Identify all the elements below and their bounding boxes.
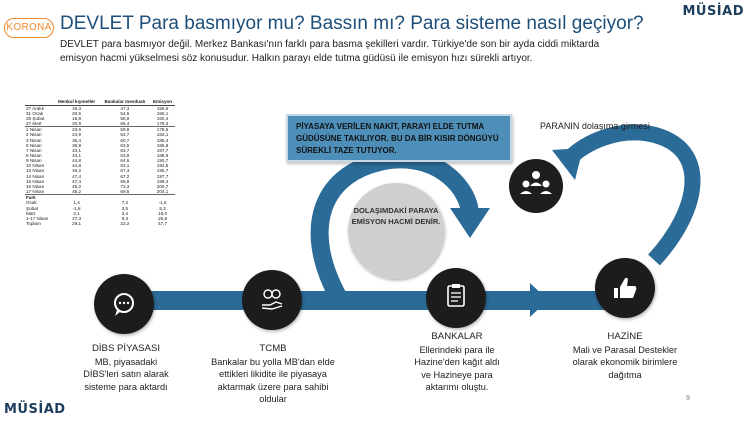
bankalar-line: Hazine'den kağıt aldı xyxy=(414,357,500,367)
table-cell-value: 3,5 xyxy=(121,205,129,211)
table-cell-value: 160,4 xyxy=(156,115,169,121)
table-cell-date: 9 Nisan xyxy=(26,158,42,164)
table-cell-date: 3 Nisan xyxy=(26,137,42,143)
table-cell-value: 183,1 xyxy=(156,132,169,138)
table-cell-date: Şubat xyxy=(26,205,39,211)
table-cell-date: 15 Nisan xyxy=(26,178,45,184)
dibs-line: MB, piyasadaki xyxy=(94,356,158,367)
table-cell-date: Mart xyxy=(26,210,36,216)
table-cell-value: 24,9 xyxy=(72,132,82,138)
hazine-line: olarak ekonomik birimlere xyxy=(572,357,678,367)
table-cell-value: 43,1 xyxy=(72,153,82,158)
table-cell-value: 7,2 xyxy=(121,200,129,206)
hazine-head: HAZİNE xyxy=(607,331,643,342)
table-cell-date: 31 Ocak xyxy=(26,110,44,116)
korona-badge: KORONA xyxy=(4,18,54,38)
table-cell-value: 67,2 xyxy=(120,173,130,179)
table-cell-value: 190,7 xyxy=(156,158,169,164)
table-cell-value: 155,1 xyxy=(156,110,169,116)
table-cell-value: 72,3 xyxy=(120,183,130,189)
table-cell-value: 200,7 xyxy=(156,183,169,189)
table-cell-value: 35,4 xyxy=(72,137,82,143)
curve-arrow-center-head xyxy=(450,208,490,238)
table-cell-date: 7 Nisan xyxy=(26,147,42,153)
table-cell-value: 195,7 xyxy=(156,168,169,174)
table-cell-value: 44,8 xyxy=(72,163,82,169)
node-tcmb xyxy=(242,270,302,330)
table-cell-value: 156,6 xyxy=(156,105,169,111)
dibs-head: DİBS PİYASASI xyxy=(91,343,161,354)
table-cell-value: 66,8 xyxy=(120,178,130,184)
table-cell-date: 1-17 Nisan xyxy=(26,215,49,221)
tcmb-line: oldular xyxy=(259,394,287,404)
table-cell-value: 63,8 xyxy=(120,153,130,158)
bankalar-line: Ellerindeki para ile xyxy=(419,344,495,355)
tcmb-label xyxy=(198,343,348,406)
table-cell-value: 63,7 xyxy=(120,147,130,153)
musiad-logo-bottom: MÜSİAD xyxy=(4,402,66,417)
table-cell-value: 18,0 xyxy=(158,210,168,216)
table-cell-value: 23,6 xyxy=(53,127,99,133)
table-header-securities: Menkul kıymetler xyxy=(53,99,99,105)
table-cell-date: 17 Nisan xyxy=(26,189,45,195)
table-cell-date: 8 Nisan xyxy=(26,153,42,158)
table-cell-value: 27,3 xyxy=(72,215,82,221)
table-cell-value: 54,5 xyxy=(120,110,130,116)
table-cell-value: 20,9 xyxy=(72,121,82,127)
page-number: 9 xyxy=(686,395,690,402)
table-cell-value: -1,8 xyxy=(72,205,81,211)
table-cell-value: 67,4 xyxy=(120,168,130,174)
table-cell-value: 187,7 xyxy=(156,147,169,153)
table-cell-value: 48,2 xyxy=(72,189,82,195)
table-cell-value: 2,4 xyxy=(121,210,129,216)
hazine-label xyxy=(560,331,690,381)
table-cell-value: 18,8 xyxy=(72,115,82,121)
table-cell-value: 20,5 xyxy=(72,110,82,116)
table-cell-value: 25,8 xyxy=(158,215,168,221)
table-cell-date: Fark xyxy=(25,195,53,201)
table-cell-date: 27 Mart xyxy=(26,121,42,127)
table-cell-value: 54,7 xyxy=(120,132,130,138)
table-cell-value: 47,3 xyxy=(120,105,130,111)
tcmb-line: ettikleri likidite ile piyasaya xyxy=(219,369,327,379)
tcmb-line: aktarmak üzere para sahibi xyxy=(217,381,329,392)
table-cell-value: 199,4 xyxy=(156,178,169,184)
hazine-line: Mali ve Parasal Destekler xyxy=(572,344,678,355)
table-header-emission: Emisyon xyxy=(150,99,175,105)
tcmb-head: TCMB xyxy=(259,343,287,354)
table-cell-value: 47,4 xyxy=(72,173,82,179)
table-cell-value: 185,4 xyxy=(156,137,169,143)
dibs-label xyxy=(56,343,196,393)
table-header-deposits: Bankalar mevduatı xyxy=(100,99,150,105)
table-cell-value: 5,3 xyxy=(159,205,166,211)
dibs-line: sisteme para aktardı xyxy=(84,381,168,392)
table-cell-value: 29,1 xyxy=(72,221,82,227)
bankalar-line: aktarımı oluştu. xyxy=(425,382,489,392)
table-cell-date: Ocak xyxy=(26,200,37,206)
flow-arrow-2 xyxy=(530,283,548,317)
table-cell-value: 36,9 xyxy=(72,142,82,148)
table-cell-date: 10 Nisan xyxy=(26,163,45,169)
table-cell-value: 186,8 xyxy=(156,142,169,148)
table-cell-value: 44,8 xyxy=(72,158,82,164)
table-cell-date: 27 Aralık xyxy=(26,105,44,111)
table-cell-value: 63,5 xyxy=(120,142,130,148)
bankalar-label xyxy=(402,331,512,394)
table-cell-value: 47,7 xyxy=(158,221,168,227)
emission-circle-text: DOLAŞIMDAKİ PARAYA EMİSYON HACMİ DENİR. xyxy=(351,206,441,226)
table-cell-date: 6 Nisan xyxy=(26,142,42,148)
node-bankalar xyxy=(426,268,486,328)
table-cell-value: 22,2 xyxy=(120,221,130,227)
slide-title: DEVLET Para basmıyor mu? Bassın mı? Para sisteme nasıl geçiyor? xyxy=(60,13,644,34)
table-cell-value: 47,4 xyxy=(72,178,82,184)
table-cell-value: 48,2 xyxy=(72,183,82,189)
musiad-logo-top: MÜSİAD xyxy=(682,4,744,19)
table-cell-value: 46,2 xyxy=(72,168,82,174)
table-cell-date: 2 Nisan xyxy=(26,132,42,138)
dibs-line: DİBS'leri satın alarak xyxy=(83,369,169,379)
table-cell-value: 197,7 xyxy=(156,173,169,179)
tcmb-line: Bankalar bu yolla MB'dan elde xyxy=(211,356,335,367)
table-cell-date: 16 Nisan xyxy=(26,183,45,189)
table-cell-date: 13 Nisan xyxy=(26,168,45,174)
table-cell-date: 28 Şubat xyxy=(26,115,45,121)
table-cell-value: 43,1 xyxy=(72,147,82,153)
table-cell-value: 59,8 xyxy=(100,127,150,133)
table-cell-value: 64,6 xyxy=(120,158,130,164)
table-cell-value: 66,4 xyxy=(120,121,130,127)
bankalar-line: ve Hazineye para xyxy=(421,369,493,380)
table-cell-value: 2,1 xyxy=(73,210,80,216)
table-cell-value: 63,1 xyxy=(120,163,130,169)
emission-circle xyxy=(348,183,444,279)
flow-band xyxy=(120,291,630,310)
bankalar-head: BANKALAR xyxy=(431,331,483,342)
circulation-label: PARANIN dolaşıma girmesi xyxy=(540,121,650,131)
table-cell-value: 1,4 xyxy=(73,200,80,206)
cycle-banner: PİYASAYA VERİLEN NAKİT, PARAYI ELDE TUTMA GÜDÜSÜNE TAKILIYOR. BU DA BİR KISIR DÖNGÜYÜ SÜREKLİ TAZE TUTUYOR. xyxy=(286,114,512,162)
table-cell-value: 9,3 xyxy=(121,215,129,221)
table-cell-value: 188,9 xyxy=(156,153,169,158)
table-cell-value: 19,3 xyxy=(72,105,82,111)
table-cell-value: 69,5 xyxy=(120,189,130,195)
table-cell-value: 178,5 xyxy=(150,127,175,133)
table-cell-value: 60,7 xyxy=(120,137,130,143)
table-cell-value: 204,1 xyxy=(156,189,169,195)
table-cell-date: Toplam xyxy=(26,221,41,227)
table-cell-date: 1 Nisan xyxy=(25,127,53,133)
table-cell-date: 14 Nisan xyxy=(26,173,45,179)
table-cell-value: 194,5 xyxy=(156,163,169,169)
curve-arrow-right xyxy=(568,132,692,260)
intro-paragraph: DEVLET para basmıyor değil. Merkez Bankası'nın farklı para basma şekilleri vardır. Türkiye'de son bir ayda ciddi miktarda emisyon hacmi yükselmesi söz konusudur. Halkın parayı elde tutma güdüsü ile emisyon hızı sürekli artıyor. xyxy=(60,39,600,64)
table-cell-value: 58,8 xyxy=(120,115,130,121)
table-cell-value: -1,5 xyxy=(158,200,167,206)
table-cell-value: 178,3 xyxy=(156,121,169,127)
hazine-line: dağıtma xyxy=(608,369,642,380)
